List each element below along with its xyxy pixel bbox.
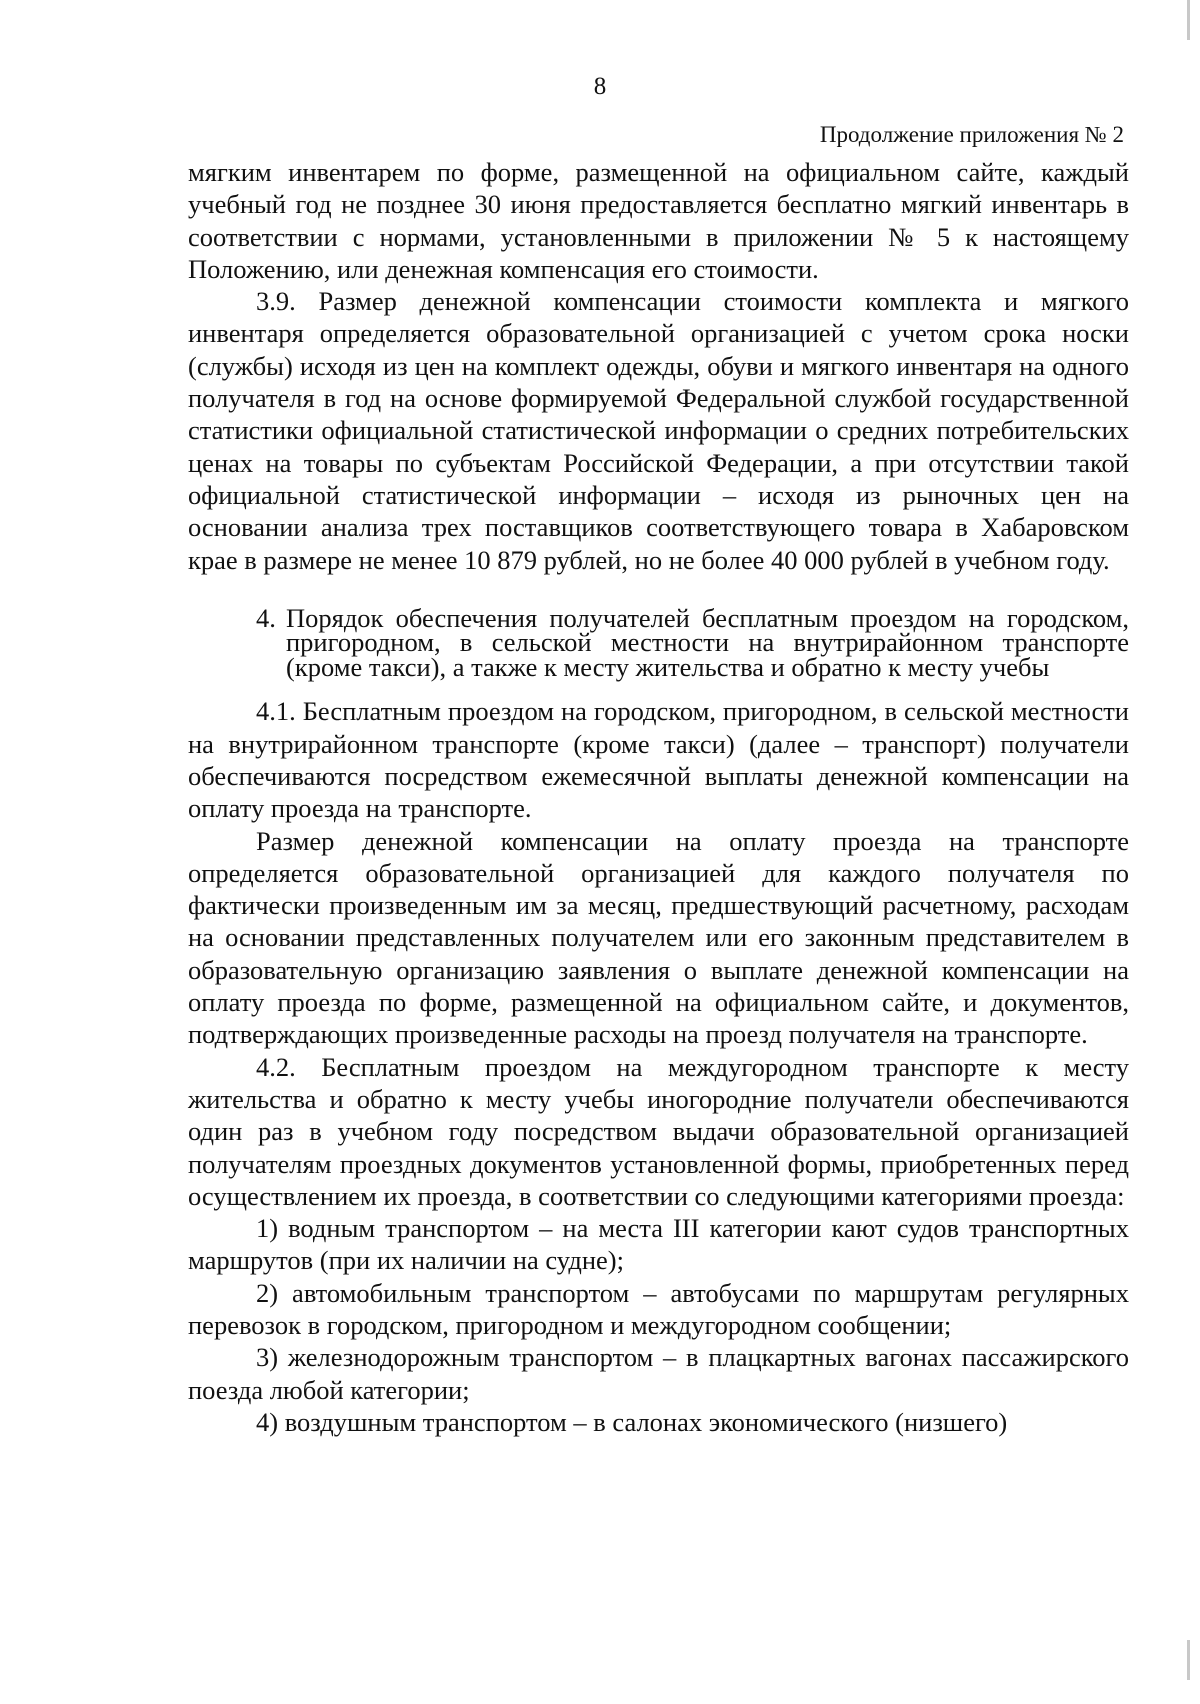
list-item-water-transport: 1) водным транспортом – на места III категории кают судов транспортных маршрутов (при их наличии на судне); bbox=[188, 1213, 1129, 1276]
appendix-continuation-note: Продолжение приложения № 2 bbox=[819, 122, 1124, 147]
paragraph-compensation-size: Размер денежной компенсации на оплату проезда на транспорте определяется образовательной организацией для каждого получателя по фактически произведенным им за месяц, предшествующий расчетному, расходам на основании представленных получателем или его законным представителем в образовательную организацию заявления о выплате денежной компенсации на оплату проезда по форме, размещенной на официальном сайте, и документов, подтверждающих произведенные расходы на проезд получателя на транспорте. bbox=[188, 825, 1129, 1050]
paragraph-3-8-continuation: мягким инвентарем по форме, размещенной на официальном сайте, каждый учебный год не позднее 30 июня предоставляется бесплатно мягкий инвентарь в соответствии с нормами, установленными в приложении № 5 к настоящему Положению, или денежная компенсация его стоимости. bbox=[188, 157, 1129, 284]
scan-edge-mark-bottom bbox=[1187, 1640, 1190, 1680]
list-item-air-transport: 4) воздушным транспортом – в салонах экономического (низшего) bbox=[256, 1406, 1008, 1437]
scan-edge-mark-top bbox=[1187, 0, 1190, 40]
page-number: 8 bbox=[593, 73, 607, 100]
section-4-number: 4. bbox=[256, 602, 276, 633]
section-4-title: Порядок обеспечения получателей бесплатным проездом на городском, пригородном, в сельской местности на внутрирайонном транспорте (кроме такси), а также к месту жительства и обратно к месту учебы bbox=[286, 602, 1129, 682]
document-body bbox=[188, 156, 1129, 1438]
list-item-rail-transport: 3) железнодорожным транспортом – в плацкартных вагонах пассажирского поезда любой категории; bbox=[188, 1342, 1129, 1405]
paragraph-3-9: 3.9. Размер денежной компенсации стоимости комплекта и мягкого инвентаря определяется образовательной организацией с учетом срока носки (службы) исходя из цен на комплект одежды, обуви и мягкого инвентаря на одного получателя в год на основе формируемой Федеральной службой государственной статистики официальной статистической информации о средних потребительских ценах на товары по субъектам Российской Федерации, а при отсутствии такой официальной статистической информации – исходя из рыночных цен на основании анализа трех поставщиков соответствующего товара в Хабаровском крае в размере не менее 10 879 рублей, но не более 40 000 рублей в учебном году. bbox=[188, 286, 1129, 575]
section-4-heading bbox=[188, 602, 1129, 682]
paragraph-4-2: 4.2. Бесплатным проездом на междугородном транспорте к месту жительства и обратно к месту учебы иногородние получатели обеспечиваются один раз в учебном году посредством выдачи образовательной организацией получателям проездных документов установленной формы, приобретенных перед осуществлением их проезда, в соответствии со следующими категориями проезда: bbox=[188, 1051, 1129, 1211]
paragraph-4-1: 4.1. Бесплатным проездом на городском, пригородном, в сельской местности на внутрирайонном транспорте (кроме такси) (далее – транспорт) получатели обеспечиваются посредством ежемесячной выплаты денежной компенсации на оплату проезда на транспорте. bbox=[188, 696, 1129, 824]
list-item-road-transport: 2) автомобильным транспортом – автобусами по маршрутам регулярных перевозок в городском, пригородном и междугородном сообщении; bbox=[188, 1277, 1129, 1340]
